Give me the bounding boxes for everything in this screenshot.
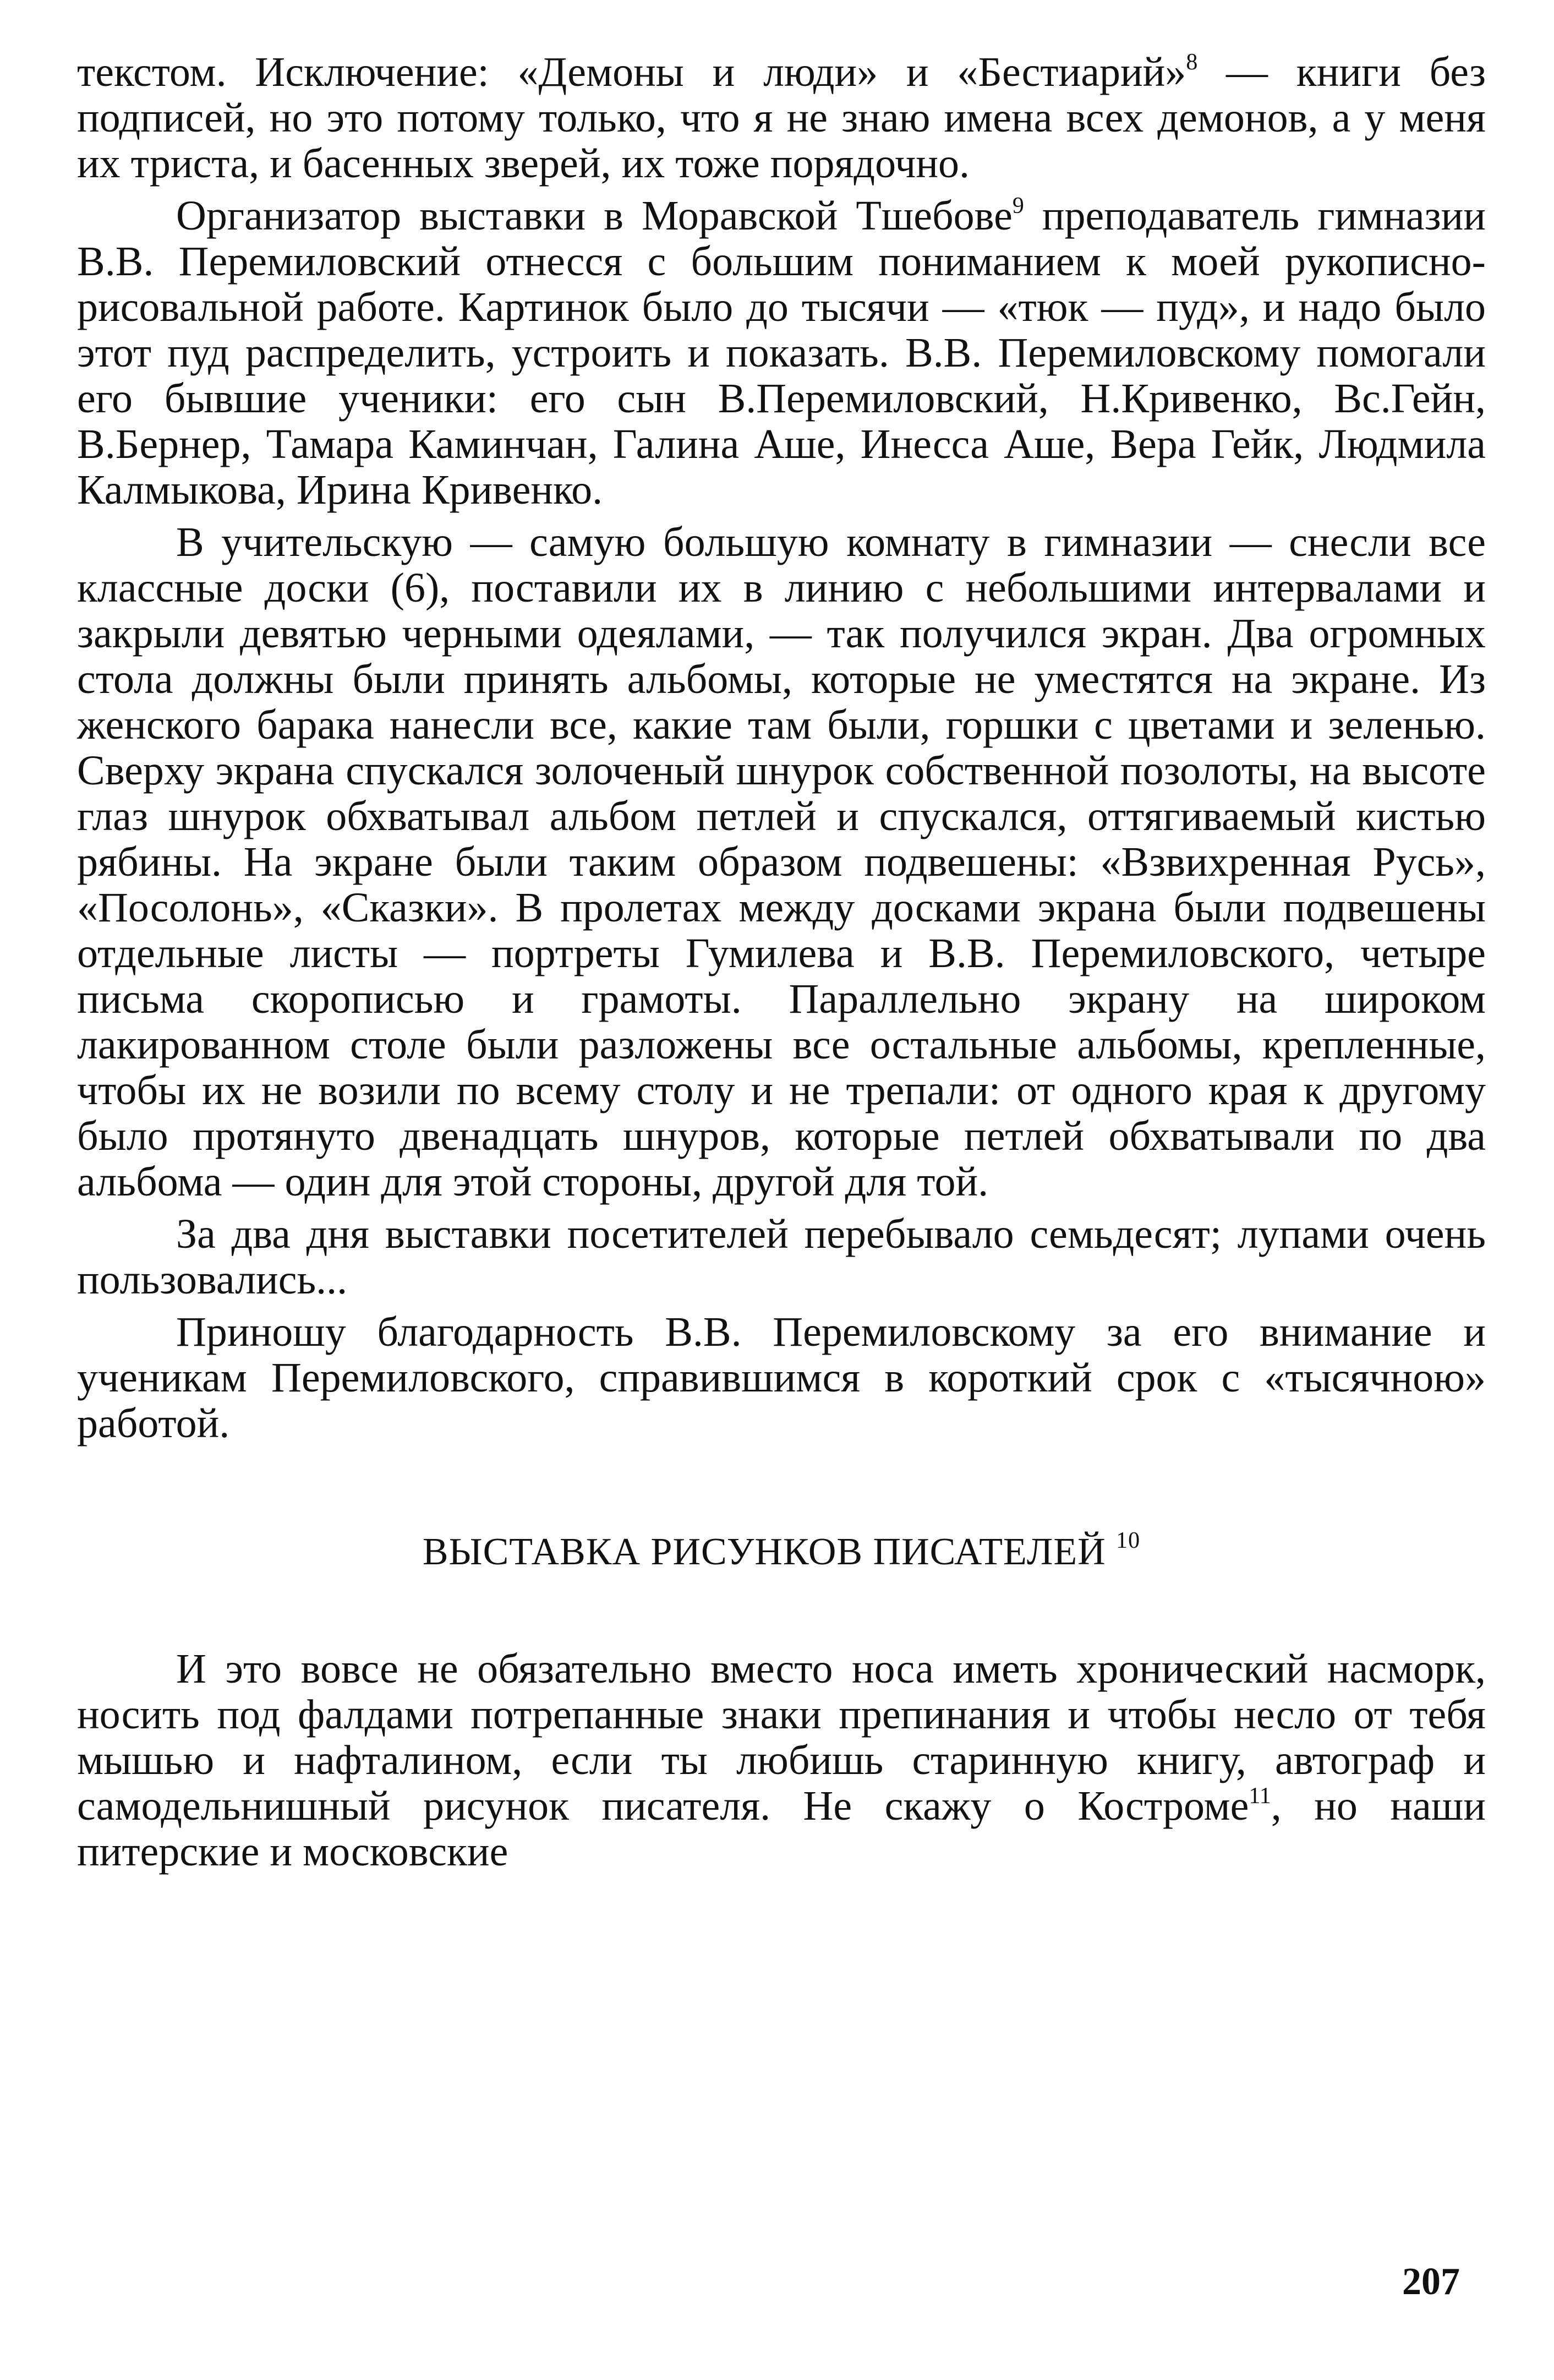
- paragraph-6: [77, 1646, 1486, 1875]
- paragraph-5-text: Приношу благодарность В.В. Перемиловскому за его внимание и ученикам Перемиловского, справившимся в короткий срок с «тысячною» работой.: [77, 1309, 1486, 1446]
- paragraph-6-continuation: , но наши питерские и московские: [77, 1783, 1486, 1875]
- footnote-ref-8: 8: [1186, 50, 1198, 75]
- paragraph-2-text: Организатор выставки в Моравской Тшебове: [176, 193, 1013, 239]
- page-number: 207: [1402, 2261, 1460, 2303]
- section-heading: [77, 1529, 1486, 1575]
- footnote-ref-10: 10: [1116, 1528, 1141, 1553]
- paragraph-3-text: В учительскую — самую большую комнату в гимназии — снесли все классные доски (6), поставили их в линию с небольшими интервалами и закрыли девятью черными одеялами, — так получился экран. Два огромных стола должны были принять альбомы, которые не уместятся на экране. Из женского барака нанесли все, какие там были, горшки с цветами и зеленью. Сверху экрана спускался золоченый шнурок собственной позолоты, на высоте глаз шнурок обхватывал альбом петлей и спускался, оттягиваемый кистью рябины. На экране были таким образом подвешены: «Взвихренная Русь», «Посолонь», «Сказки». В пролетах между досками экрана были подвешены отдельные листы — портреты Гумилева и В.В. Перемиловского, четыре письма скорописью и грамоты. Параллельно экрану на широком лакированном столе были разложены все остальные альбомы, крепленные, чтобы их не возили по всему столу и не трепали: от одного края к другому было протянуто двенадцать шнуров, которые петлей обхватывали по два альбома — один для этой стороны, другой для той.: [77, 519, 1486, 1205]
- book-page: [77, 50, 1486, 1875]
- paragraph-4: [77, 1211, 1486, 1303]
- paragraph-5: [77, 1309, 1486, 1446]
- footnote-ref-11: 11: [1249, 1783, 1271, 1809]
- paragraph-1-text: текстом. Исключение: «Демоны и люди» и «Бестиарий»: [77, 49, 1186, 95]
- paragraph-6-text: И это вовсе не обязательно вместо носа иметь хронический насморк, носить под фалдами потрепанные знаки препинания и чтобы несло от тебя мышью и нафталином, если ты любишь старинную книгу, автограф и самодельнишный рисунок писателя. Не скажу о Костроме: [77, 1646, 1486, 1829]
- footnote-ref-9: 9: [1012, 193, 1024, 219]
- paragraph-4-text: За два дня выставки посетителей перебывало семьдесят; лупами очень пользовались...: [77, 1211, 1486, 1303]
- paragraph-2: [77, 193, 1486, 513]
- paragraph-1-continuation: — книги без подписей, но это потому только, что я не знаю имена всех демонов, а у меня их триста, и басенных зверей, их тоже порядочно.: [77, 49, 1486, 187]
- paragraph-3: [77, 520, 1486, 1205]
- paragraph-2-continuation: преподаватель гимназии В.В. Перемиловский отнесся с большим пониманием к моей рукописно-рисовальной работе. Картинок было до тысячи — «тюк — пуд», и надо было этот пуд распределить, устроить и показать. В.В. Перемиловскому помогали его бывшие ученики: его сын В.Перемиловский, Н.Кривенко, Вс.Гейн, В.Бернер, Тамара Каминчан, Галина Аше, Инесса Аше, Вера Гейк, Людмила Калмыкова, Ирина Кривенко.: [77, 193, 1486, 513]
- section-heading-text: ВЫСТАВКА РИСУНКОВ ПИСАТЕЛЕЙ: [422, 1531, 1106, 1573]
- paragraph-1: [77, 50, 1486, 187]
